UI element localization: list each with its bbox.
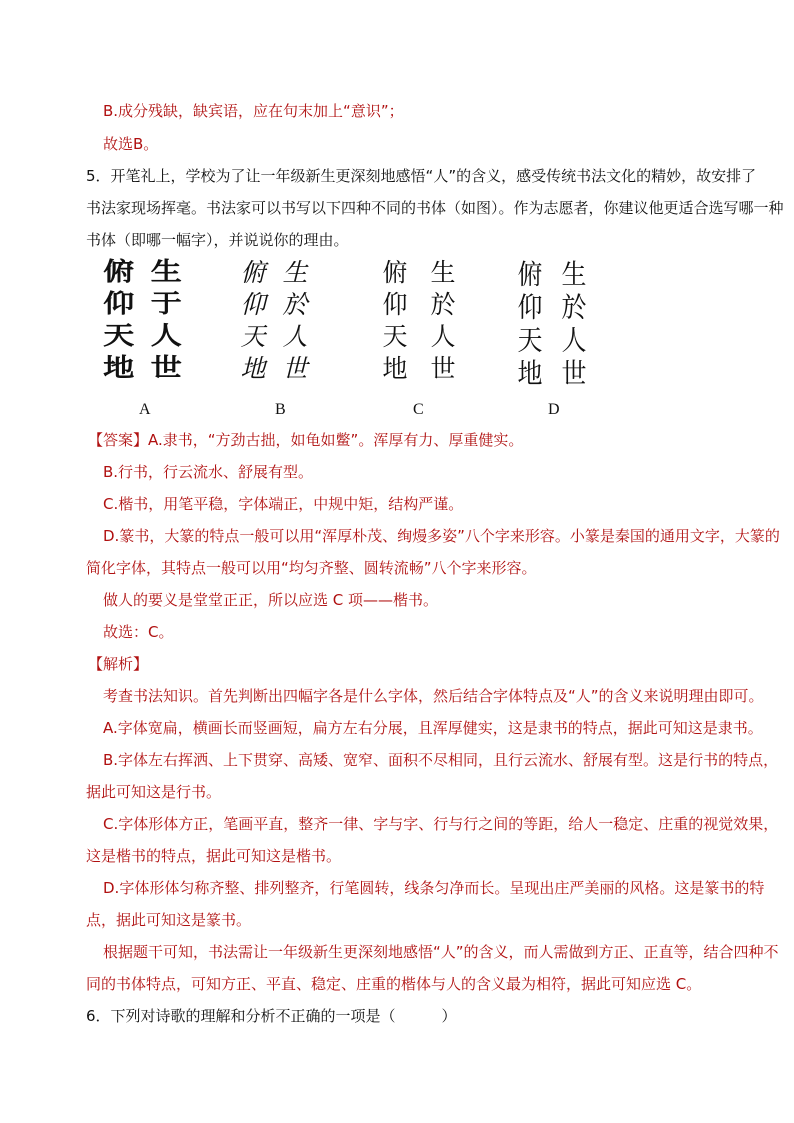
question-6-text: 6．下列对诗歌的理解和分析不正确的一项是（: [86, 1007, 396, 1025]
glyph: 天: [240, 322, 266, 351]
option-b-explanation: B.成分残缺，缺宾语，应在句末加上“意识”；: [103, 102, 404, 120]
figure-label-c: C: [413, 401, 424, 418]
glyph: 仰: [382, 291, 408, 319]
glyph: 俯: [517, 258, 543, 290]
analysis-line-e2: 同的书体特点，可知方正、平直、稳定、庄重的楷体与人的含义最为相符，据此可知应选 C。: [86, 975, 702, 993]
glyph: 人: [430, 323, 456, 351]
analysis-line-c2: 这是楷书的特点，据此可知这是楷书。: [86, 847, 342, 865]
glyph: 俯: [382, 259, 408, 287]
glyph: 世: [430, 355, 456, 383]
answer-line-e: 做人的要义是堂堂正正，所以应选 C 项——楷书。: [103, 591, 439, 609]
glyph: 俯: [103, 259, 135, 286]
glyph: 天: [517, 324, 543, 356]
answer-line-a: [88, 430, 523, 450]
glyph: 於: [282, 290, 308, 319]
question-5-line-2: 书法家现场挥毫。书法家可以书写以下四种不同的书体（如图）。作为志愿者，你建议他更适合选写哪一种: [86, 199, 784, 217]
glyph: 生: [282, 258, 308, 287]
glyph: 人: [150, 323, 182, 350]
glyph: 地: [517, 357, 543, 389]
analysis-tag: 【解析】: [88, 655, 149, 673]
answer-tag: 【答案】: [88, 431, 149, 449]
glyph: 世: [561, 357, 587, 389]
analysis-line-d1: D.字体形体匀称齐整、排列整齐，行笔圆转，线条匀净而长。呈现出庄严美丽的风格。这是篆书的特: [103, 879, 765, 897]
answer-text: A.隶书，“方劲古拙，如龟如鳖”。浑厚有力、厚重健实。: [148, 431, 524, 449]
glyph: 地: [103, 355, 135, 382]
glyph: 於: [430, 291, 456, 319]
analysis-line-b2: 据此可知这是行书。: [86, 783, 222, 801]
analysis-line-b1: B.字体左右挥洒、上下贯穿、高矮、宽窄、面积不尽相同，且行云流水、舒展有型。这是行书的特点，: [103, 751, 779, 769]
answer-line-b: B.行书，行云流水、舒展有型。: [103, 463, 314, 481]
analysis-line-a: A.字体宽扁，横画长而竖画短，扁方左右分展，且浑厚健实，这是隶书的特点，据此可知这是隶书。: [103, 719, 763, 737]
glyph: 仰: [240, 290, 266, 319]
analysis-line-1: 考查书法知识。首先判断出四幅字各是什么字体，然后结合字体特点及“人”的含义来说明理由即可。: [103, 687, 764, 705]
glyph: 生: [150, 259, 182, 286]
question-5-line-3: 书体（即哪一幅字），并说说你的理由。: [86, 231, 349, 249]
glyph: 生: [561, 258, 587, 290]
glyph: 天: [103, 323, 135, 350]
question-6-stem: [86, 1006, 457, 1026]
glyph: 天: [382, 323, 408, 351]
glyph: 地: [382, 355, 408, 383]
answer-line-d1: D.篆书，大篆的特点一般可以用“浑厚朴茂、绚熳多姿”八个字来形容。小篆是秦国的通用文字，大篆的: [103, 527, 780, 545]
question-5-line-1: 5．开笔礼上，学校为了让一年级新生更深刻地感悟“人”的含义，感受传统书法文化的精妙，故安排了: [86, 167, 757, 185]
answer-line-f: 故选：C。: [103, 623, 174, 641]
glyph: 俯: [240, 258, 266, 287]
glyph: 世: [282, 354, 308, 383]
glyph: 仰: [103, 291, 135, 318]
analysis-line-c1: C.字体形体方正，笔画平直，整齐一律、字与字、行与行之间的等距，给人一稳定、庄重的视觉效果，: [103, 815, 779, 833]
analysis-line-e1: 根据题干可知，书法需让一年级新生更深刻地感悟“人”的含义，而人需做到方正、正直等，结合四种不: [103, 943, 779, 961]
glyph: 生: [430, 259, 456, 287]
glyph: 人: [282, 322, 308, 351]
figure-label-d: D: [548, 401, 560, 418]
glyph: 于: [150, 291, 182, 318]
glyph: 於: [561, 291, 587, 323]
answer-choice-b: 故选B。: [103, 135, 159, 153]
glyph: 世: [150, 355, 182, 382]
glyph: 仰: [517, 291, 543, 323]
question-6-close-paren: ）: [441, 1007, 457, 1025]
glyph: 人: [561, 324, 587, 356]
figure-label-a: A: [139, 401, 151, 418]
analysis-line-d2: 点，据此可知这是篆书。: [86, 911, 252, 929]
glyph: 地: [240, 354, 266, 383]
answer-line-c: C.楷书，用笔平稳，字体端正，中规中矩，结构严谨。: [103, 495, 464, 513]
answer-line-d2: 简化字体，其特点一般可以用“均匀齐整、圆转流畅”八个字来形容。: [86, 559, 537, 577]
figure-label-b: B: [275, 401, 286, 418]
